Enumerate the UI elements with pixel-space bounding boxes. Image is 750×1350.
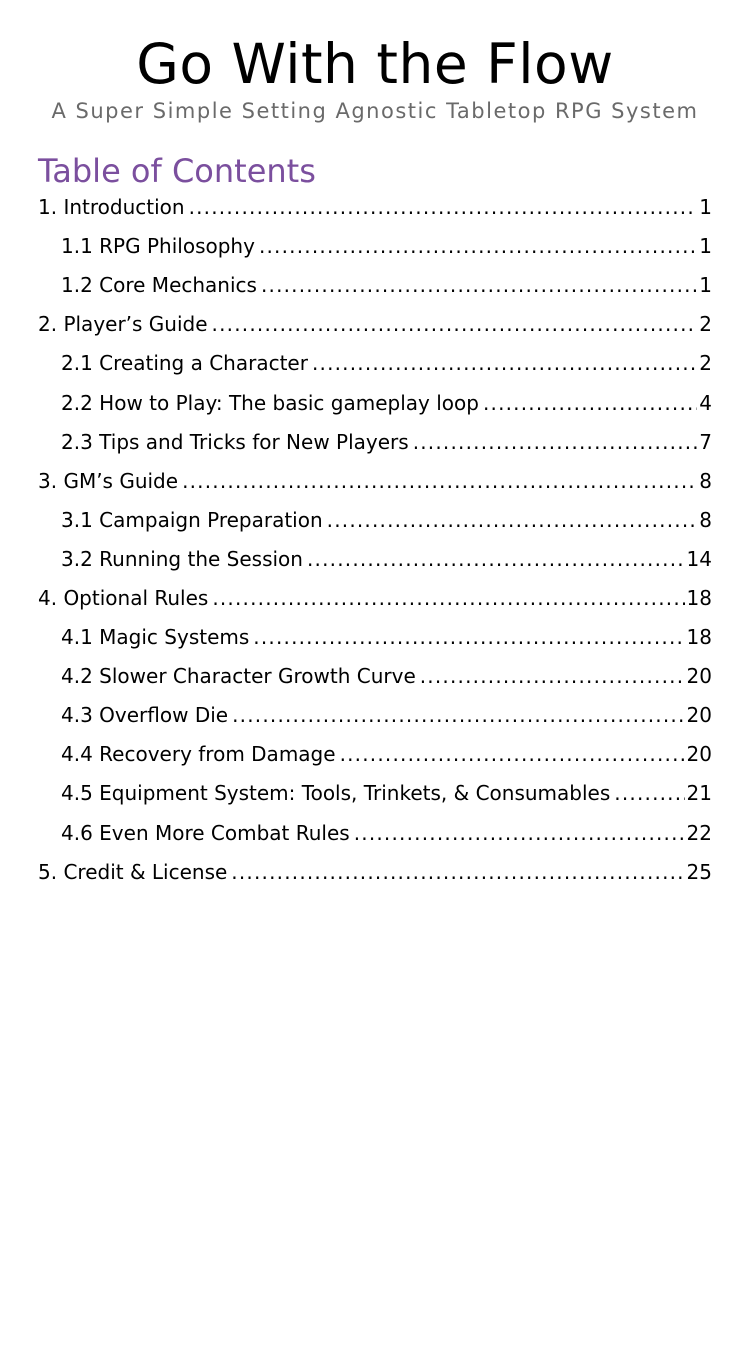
toc-dot-leader (327, 501, 698, 540)
toc-entry-label: 4.1 Magic Systems (61, 625, 250, 650)
toc-entry-label: 3.2 Running the Session (61, 546, 303, 571)
toc-entry[interactable] (38, 774, 712, 813)
toc-entry-page-number: 21 (686, 781, 712, 806)
toc-entry-page-number: 8 (699, 507, 712, 532)
toc-dot-leader (261, 266, 697, 305)
toc-entry-page-number: 20 (686, 703, 712, 728)
toc-entry-page-number: 22 (686, 820, 712, 845)
toc-entry-label: 1. Introduction (38, 195, 185, 220)
toc-entry[interactable] (38, 344, 712, 383)
toc-entry-label: 5. Credit & License (38, 859, 228, 884)
toc-entry-page-number: 4 (699, 390, 712, 415)
toc-entry[interactable] (38, 618, 712, 657)
toc-entry[interactable] (38, 540, 712, 579)
toc-entry[interactable] (38, 305, 712, 344)
toc-dot-leader (182, 462, 697, 501)
toc-heading: Table of Contents (38, 152, 316, 190)
toc-dot-leader (232, 696, 684, 735)
toc-entry-label: 4.3 Overflow Die (61, 703, 229, 728)
toc-entry[interactable] (38, 227, 712, 266)
toc-dot-leader (189, 188, 698, 227)
toc-entry-label: 2.2 How to Play: The basic gameplay loop (61, 390, 479, 415)
toc-entry-page-number: 2 (699, 351, 712, 376)
toc-entry-label: 4.4 Recovery from Damage (61, 742, 336, 767)
toc-entry-page-number: 1 (699, 273, 712, 298)
toc-dot-leader (614, 774, 684, 813)
toc-dot-leader (212, 579, 684, 618)
toc-entry[interactable] (38, 383, 712, 422)
toc-entry-page-number: 18 (686, 625, 712, 650)
toc-entry[interactable] (38, 501, 712, 540)
document-title: Go With the Flow (136, 32, 614, 96)
document-subtitle: A Super Simple Setting Agnostic Tabletop RPG System (51, 99, 699, 123)
toc-entry-page-number: 8 (699, 468, 712, 493)
toc-entry[interactable] (38, 657, 712, 696)
toc-entry-label: 4. Optional Rules (38, 585, 209, 610)
toc-entry-label: 1.2 Core Mechanics (61, 273, 257, 298)
toc-entry-label: 2. Player’s Guide (38, 312, 208, 337)
toc-dot-leader (420, 657, 685, 696)
toc-dot-leader (307, 540, 685, 579)
toc-entry[interactable] (38, 423, 712, 462)
toc-entry-label: 3.1 Campaign Preparation (61, 507, 323, 532)
toc-entry[interactable] (38, 735, 712, 774)
toc-entry-label: 4.5 Equipment System: Tools, Trinkets, & Consumables (61, 781, 611, 806)
toc-entry-page-number: 18 (686, 585, 712, 610)
toc-entry[interactable] (38, 814, 712, 853)
toc-entry-label: 2.1 Creating a Character (61, 351, 308, 376)
toc-entry-label: 1.1 RPG Philosophy (61, 234, 255, 259)
toc-entry-page-number: 2 (699, 312, 712, 337)
toc-entry[interactable] (38, 579, 712, 618)
toc-dot-leader (413, 423, 698, 462)
toc-entry-page-number: 20 (686, 742, 712, 767)
table-of-contents (38, 188, 712, 892)
toc-entry-page-number: 25 (686, 859, 712, 884)
toc-entry[interactable] (38, 696, 712, 735)
toc-entry[interactable] (38, 266, 712, 305)
toc-entry[interactable] (38, 462, 712, 501)
toc-entry[interactable] (38, 188, 712, 227)
toc-entry-label: 4.2 Slower Character Growth Curve (61, 664, 416, 689)
toc-dot-leader (354, 814, 685, 853)
toc-dot-leader (483, 384, 697, 423)
toc-dot-leader (312, 344, 697, 383)
toc-entry-label: 3. GM’s Guide (38, 468, 179, 493)
toc-dot-leader (340, 735, 685, 774)
toc-entry-page-number: 20 (686, 664, 712, 689)
toc-entry-label: 2.3 Tips and Tricks for New Players (61, 429, 409, 454)
toc-entry[interactable] (38, 853, 712, 892)
toc-dot-leader (231, 853, 684, 892)
toc-entry-page-number: 14 (686, 546, 712, 571)
toc-dot-leader (259, 227, 697, 266)
toc-dot-leader (212, 305, 698, 344)
toc-entry-page-number: 7 (699, 429, 712, 454)
toc-entry-page-number: 1 (699, 234, 712, 259)
toc-entry-label: 4.6 Even More Combat Rules (61, 820, 350, 845)
toc-entry-page-number: 1 (699, 195, 712, 220)
toc-dot-leader (253, 618, 684, 657)
